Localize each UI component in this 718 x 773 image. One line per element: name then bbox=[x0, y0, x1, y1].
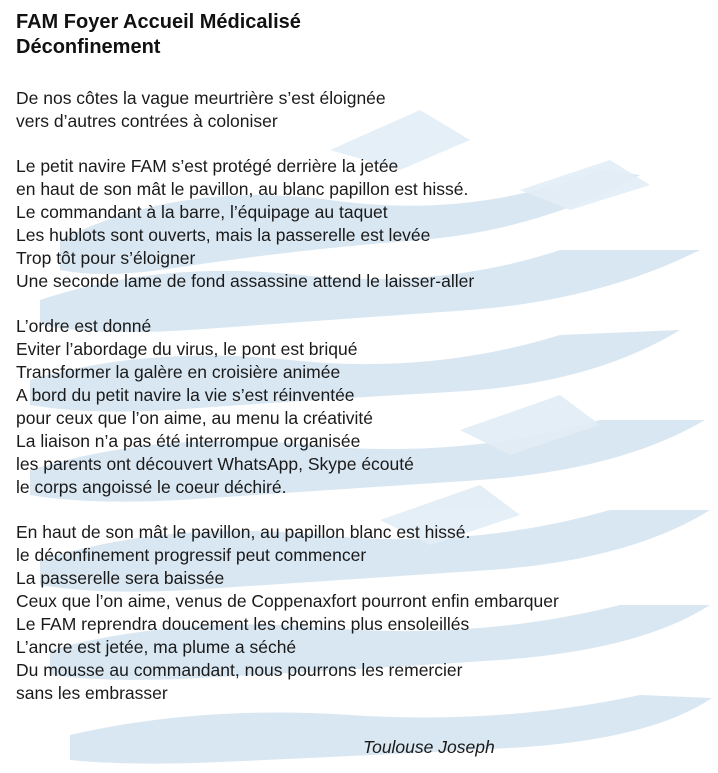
poem-stanza-3 bbox=[16, 315, 718, 499]
poem-line: La liaison n’a pas été interrompue organisée bbox=[16, 431, 361, 451]
poem-line: L’ancre est jetée, ma plume a séché bbox=[16, 637, 297, 657]
poem-line: Le petit navire FAM s’est protégé derrière la jetée bbox=[16, 156, 399, 176]
poem-line: De nos côtes la vague meurtrière s’est éloignée bbox=[16, 88, 386, 108]
poem-line: L’ordre est donné bbox=[16, 316, 152, 336]
poem-line: Eviter l’abordage du virus, le pont est briqué bbox=[16, 339, 358, 359]
poem-line: pour ceux que l’on aime, au menu la créativité bbox=[16, 408, 374, 428]
poem-stanza-1 bbox=[16, 87, 718, 133]
document-title bbox=[16, 10, 718, 60]
poem-line: Une seconde lame de fond assassine attend le laisser-aller bbox=[16, 271, 475, 291]
poem-line: les parents ont découvert WhatsApp, Skype écouté bbox=[16, 454, 414, 474]
poem-line: Transformer la galère en croisière animée bbox=[16, 362, 341, 382]
poem-line: vers d’autres contrées à coloniser bbox=[16, 111, 278, 131]
poem-line: Ceux que l’on aime, venus de Coppenaxfort pourront enfin embarquer bbox=[16, 591, 559, 611]
poem-stanza-2 bbox=[16, 155, 718, 293]
poem-line: sans les embrasser bbox=[16, 683, 168, 703]
poem-line: en haut de son mât le pavillon, au blanc papillon est hissé. bbox=[16, 179, 469, 199]
poem-line: Le FAM reprendra doucement les chemins plus ensoleillés bbox=[16, 614, 470, 634]
poem-stanza-4 bbox=[16, 521, 718, 705]
poem-line: En haut de son mât le pavillon, au papillon blanc est hissé. bbox=[16, 522, 471, 542]
title-line-2: Déconfinement bbox=[16, 36, 161, 58]
poem-line: Trop tôt pour s’éloigner bbox=[16, 248, 196, 268]
poem-line: Le commandant à la barre, l’équipage au taquet bbox=[16, 202, 388, 222]
author-signature: Toulouse Joseph bbox=[363, 737, 495, 757]
poem-line: A bord du petit navire la vie s’est réinventée bbox=[16, 385, 355, 405]
poem-line: Les hublots sont ouverts, mais la passerelle est levée bbox=[16, 225, 431, 245]
poem-line: La passerelle sera baissée bbox=[16, 568, 225, 588]
poem-line: le déconfinement progressif peut commencer bbox=[16, 545, 367, 565]
title-line-1: FAM Foyer Accueil Médicalisé bbox=[16, 11, 301, 33]
poem-line: Du mousse au commandant, nous pourrons les remercier bbox=[16, 660, 463, 680]
poem-line: le corps angoissé le coeur déchiré. bbox=[16, 477, 287, 497]
